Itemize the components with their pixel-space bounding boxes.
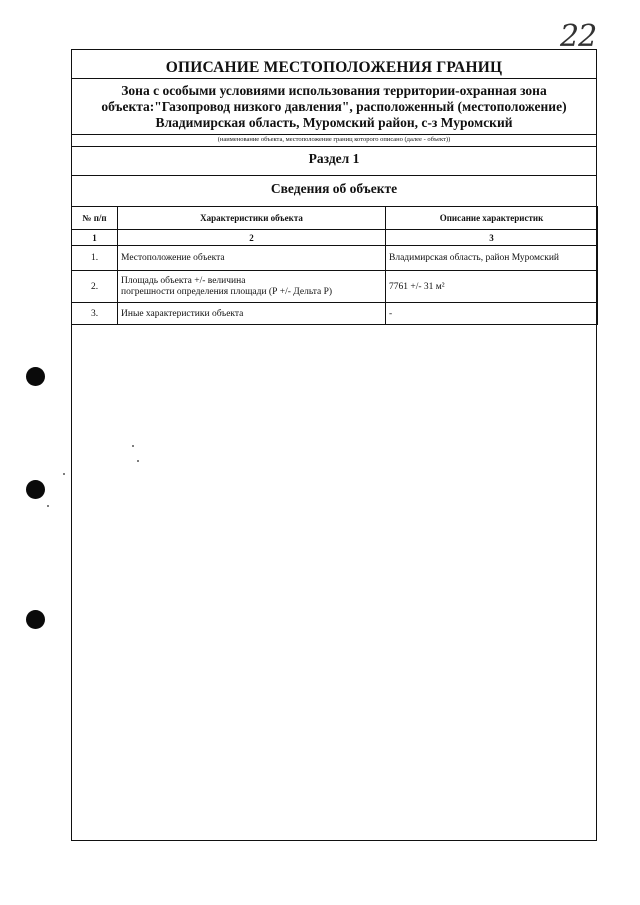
object-info-table xyxy=(71,206,598,325)
row-number: 2. xyxy=(72,271,118,303)
section-title: Раздел 1 xyxy=(308,151,360,166)
row-characteristic-line: Площадь объекта +/- величина xyxy=(121,275,246,286)
row-number: 1. xyxy=(72,246,118,271)
binder-hole xyxy=(26,610,45,629)
object-description-line: Владимирская область, Муромский район, с-з Муромский xyxy=(155,115,513,130)
object-description-line: Зона с особыми условиями использования территории-охранная зона xyxy=(121,83,547,98)
table-index-row xyxy=(72,230,598,246)
note-divider xyxy=(72,146,596,147)
object-note: (наименование объекта, местоположение границ которого описано (далее - объект)) xyxy=(217,136,451,143)
row-characteristic: Местоположение объекта xyxy=(118,246,386,271)
scan-speck xyxy=(47,505,49,507)
row-number: 3. xyxy=(72,303,118,325)
table-row xyxy=(72,246,598,271)
document-title: ОПИСАНИЕ МЕСТОПОЛОЖЕНИЯ ГРАНИЦ xyxy=(165,59,503,76)
column-header-characteristic: Характеристики объекта xyxy=(118,207,386,230)
section-heading: Сведения об объекте xyxy=(270,181,398,196)
column-header-number: № п/п xyxy=(72,207,118,230)
table-row xyxy=(72,303,598,325)
row-characteristic: Иные характеристики объекта xyxy=(118,303,386,325)
column-header-description: Описание характеристик xyxy=(386,207,598,230)
description-underline xyxy=(72,134,596,135)
scan-speck xyxy=(63,473,65,475)
row-description: Владимирская область, район Муромский xyxy=(386,246,598,271)
object-description-line: объекта:"Газопровод низкого давления", расположенный (местоположение) xyxy=(101,99,567,114)
row-description: 7761 +/- 31 м² xyxy=(386,271,598,303)
section-divider xyxy=(72,175,596,176)
column-index: 2 xyxy=(118,230,386,246)
row-description: - xyxy=(386,303,598,325)
binder-hole xyxy=(26,480,45,499)
object-description xyxy=(72,83,596,131)
document-frame xyxy=(71,49,597,841)
row-characteristic xyxy=(118,271,386,303)
column-index: 1 xyxy=(72,230,118,246)
table-header-row xyxy=(72,207,598,230)
table-row xyxy=(72,271,598,303)
handwritten-page-number: 22 xyxy=(560,19,597,54)
binder-hole xyxy=(26,367,45,386)
title-divider xyxy=(72,78,596,79)
row-characteristic-line: погрешности определения площади (Р +/- Дельта Р) xyxy=(121,286,333,297)
column-index: 3 xyxy=(386,230,598,246)
